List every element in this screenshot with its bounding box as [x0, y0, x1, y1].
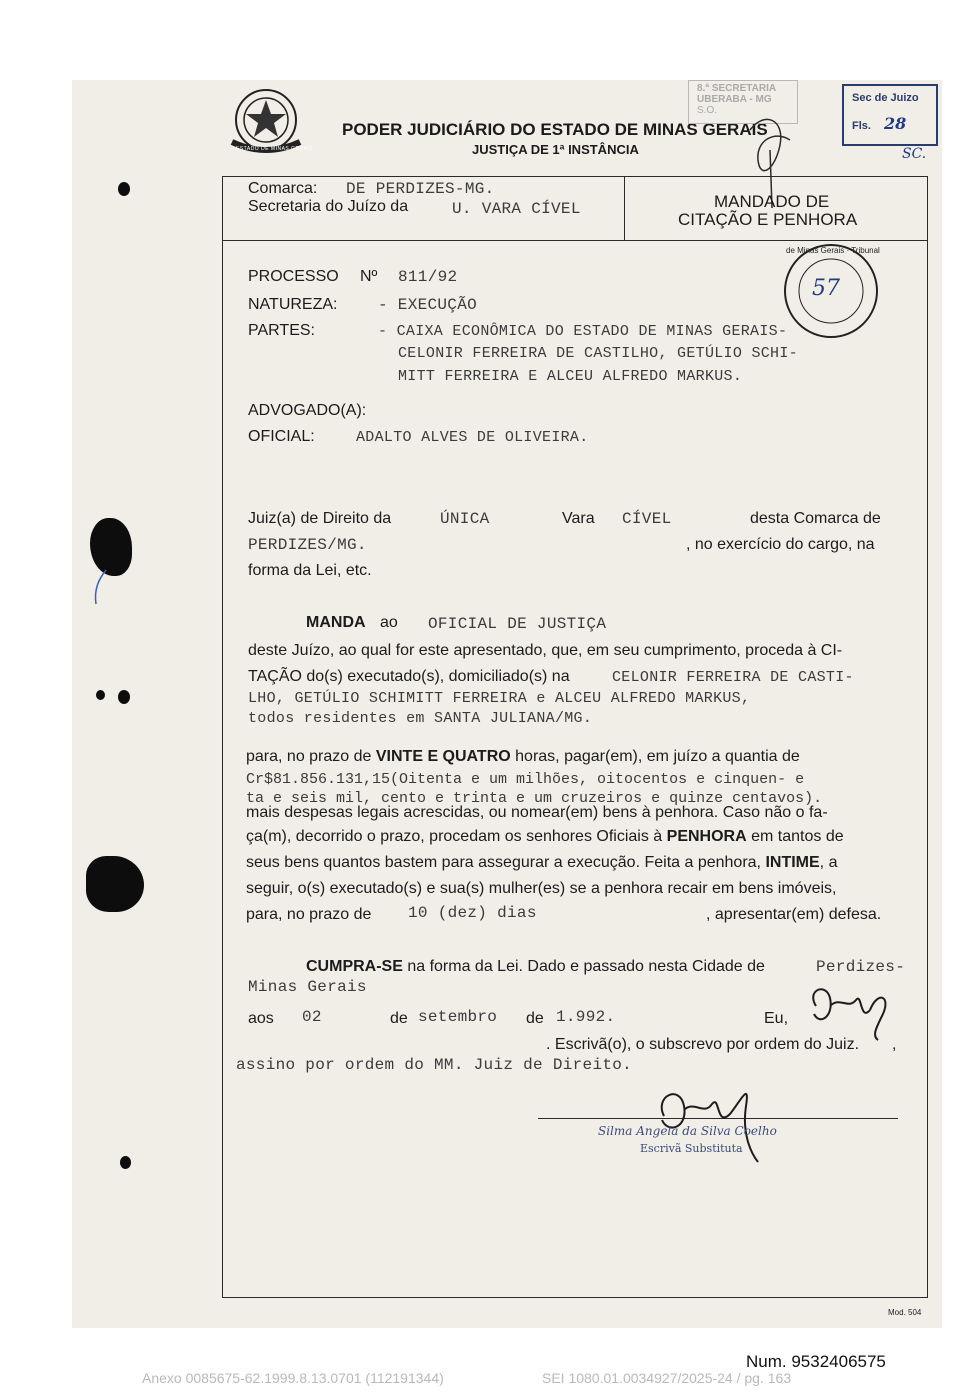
body-text: ça(m), decorrido o prazo, procedam os senhores Oficiais à: [246, 828, 663, 845]
body-text: Juiz(a) de Direito da: [248, 510, 392, 527]
date-label-aos: aos: [248, 1010, 274, 1027]
partes-line: MITT FERREIRA E ALCEU ALFREDO MARKUS.: [398, 368, 743, 385]
ink-blot: [120, 1156, 131, 1169]
body-text: desta Comarca de: [750, 510, 881, 527]
form-code: Mod. 504: [888, 1308, 922, 1317]
secretaria-value: U. VARA CÍVEL: [452, 200, 581, 218]
comarca-label: Comarca:: [248, 180, 318, 197]
body-text: forma da Lei, etc.: [248, 562, 372, 579]
ink-blot: [118, 182, 130, 196]
round-tribunal-stamp: [782, 242, 880, 340]
date-month: setembro: [418, 1008, 498, 1026]
ink-blot: [86, 856, 144, 912]
amount-value: ta e seis mil, cento e trinta e um cruzeiros e quinze centavos).: [246, 790, 823, 807]
body-text: TAÇÃO do(s) executado(s), domiciliado(s) na: [248, 668, 570, 685]
secretaria-label: Secretaria do Juízo da: [248, 198, 409, 215]
comarca-value: DE PERDIZES-MG.: [346, 180, 495, 198]
body-text: horas, pagar(em), em juízo a quantia de: [515, 748, 800, 765]
date-year: 1.992.: [556, 1008, 616, 1026]
annex-reference: Anexo 0085675-62.1999.8.13.0701 (112191344): [142, 1370, 444, 1386]
executados-value: CELONIR FERREIRA DE CASTI-: [612, 669, 854, 686]
comarca-city-value: PERDIZES/MG.: [248, 536, 367, 554]
body-text: ao: [380, 614, 398, 631]
partes-label: PARTES:: [248, 322, 315, 339]
date-label-de: de: [526, 1010, 544, 1027]
sei-reference: SEI 1080.01.0034927/2025-24 / pg. 163: [542, 1370, 792, 1386]
vara-type-value: CÍVEL: [622, 510, 672, 528]
manda-value: OFICIAL DE JUSTIÇA: [428, 615, 607, 633]
body-text: [246, 748, 800, 766]
signatory-role-stamp: Escrivã Substituta: [640, 1142, 743, 1155]
body-text: Vara: [562, 510, 595, 527]
body-text: mais despesas legais acrescidas, ou nomear(em) bens à penhora. Caso não o fa-: [246, 804, 828, 821]
body-text: para, no prazo de: [246, 906, 372, 923]
form-divider: [222, 240, 928, 241]
ink-blot: [96, 690, 105, 700]
partes-line: CELONIR FERREIRA DE CASTILHO, GETÚLIO SCHI-: [398, 345, 798, 362]
folio-label: Fls.: [852, 120, 871, 132]
processo-label: PROCESSO: [248, 268, 339, 285]
amount-value: Cr$81.856.131,15(Oitenta e um milhões, oitocentos e cinquen- e: [246, 771, 805, 788]
court-title: PODER JUDICIÁRIO DO ESTADO DE MINAS GERAIS: [342, 120, 768, 139]
ink-blot: [118, 690, 130, 704]
body-text: na forma da Lei. Dado e passado nesta Cidade de: [407, 958, 765, 975]
body-text: ,: [892, 1036, 897, 1053]
natureza-value: - EXECUÇÃO: [378, 296, 478, 314]
document-number: Num. 9532406575: [746, 1352, 886, 1371]
ink-mark: [88, 568, 112, 608]
handwritten-note: SC.: [902, 146, 927, 162]
body-text: , apresentar(em) defesa.: [706, 906, 882, 923]
body-text: , no exercício do cargo, na: [686, 536, 875, 553]
date-day: 02: [302, 1008, 322, 1026]
faded-stamp-line: S.O.: [697, 105, 718, 116]
folio-number: 28: [884, 114, 907, 133]
round-stamp-number: 57: [812, 276, 840, 301]
body-text: [306, 958, 765, 976]
executados-value: todos residentes em SANTA JULIANA/MG.: [248, 710, 593, 727]
processo-no-label: Nº: [360, 268, 378, 285]
body-text: em tantos de: [751, 828, 844, 845]
body-text: , a: [819, 854, 838, 871]
doc-type-line2: CITAÇÃO E PENHORA: [678, 210, 858, 229]
body-text: para, no prazo de: [246, 748, 372, 765]
faded-stamp-line: UBERABA - MG: [697, 94, 772, 105]
natureza-label: NATUREZA:: [248, 296, 338, 313]
city-value: Minas Gerais: [248, 978, 367, 996]
form-divider: [624, 176, 625, 240]
date-label-de: de: [390, 1010, 408, 1027]
executados-value: LHO, GETÚLIO SCHIMITT FERREIRA e ALCEU ALFREDO MARKUS,: [248, 690, 751, 707]
body-text: deste Juízo, ao qual for este apresentado, que, em seu cumprimento, proceda à CI-: [248, 642, 843, 659]
folio-stamp-title: Sec de Juizo: [852, 92, 919, 104]
crest-caption: ESTADO DE MINAS GERAIS: [236, 146, 314, 152]
signatory-name-stamp: Silma Angela da Silva Coelho: [598, 1124, 777, 1138]
oficial-value: ADALTO ALVES DE OLIVEIRA.: [356, 429, 589, 446]
cumpra-se-bold: CUMPRA-SE: [306, 958, 403, 975]
body-text: [246, 828, 844, 846]
doc-type-line1: MANDADO DE: [714, 192, 830, 211]
defense-deadline-value: 10 (dez) dias: [408, 904, 537, 922]
body-text: seguir, o(s) executado(s) e sua(s) mulher(es) se a penhora recair em bens imóveis,: [246, 880, 837, 897]
vara-value: ÚNICA: [440, 510, 490, 528]
body-text: [246, 854, 837, 872]
faded-stamp-line: 8.ª SECRETARIA: [697, 83, 777, 94]
folio-line: [852, 114, 928, 133]
body-text: . Escrivã(o), o subscrevo por ordem do Juiz.: [546, 1036, 860, 1053]
oficial-label: OFICIAL:: [248, 428, 315, 445]
manda-heading: MANDA: [306, 614, 366, 631]
deadline-bold: VINTE E QUATRO: [375, 748, 511, 765]
advogado-label: ADVOGADO(A):: [248, 402, 367, 419]
eu-label: Eu,: [764, 1010, 789, 1027]
city-value: Perdizes-: [816, 958, 906, 976]
processo-value: 811/92: [398, 268, 458, 286]
assino-line: assino por ordem do MM. Juiz de Direito.: [236, 1056, 633, 1074]
intime-bold: INTIME: [765, 854, 820, 871]
penhora-bold: PENHORA: [666, 828, 747, 845]
partes-line: - CAIXA ECONÔMICA DO ESTADO DE MINAS GERAIS-: [378, 323, 788, 340]
folio-stamp: [842, 84, 938, 146]
body-text: seus bens quantos bastem para assegurar a execução. Feita a penhora,: [246, 854, 761, 871]
round-stamp-text: de Minas Gerais · Tribunal: [786, 246, 880, 255]
signature-mark: [800, 976, 896, 1042]
court-subtitle: JUSTIÇA DE 1ª INSTÂNCIA: [472, 142, 639, 157]
